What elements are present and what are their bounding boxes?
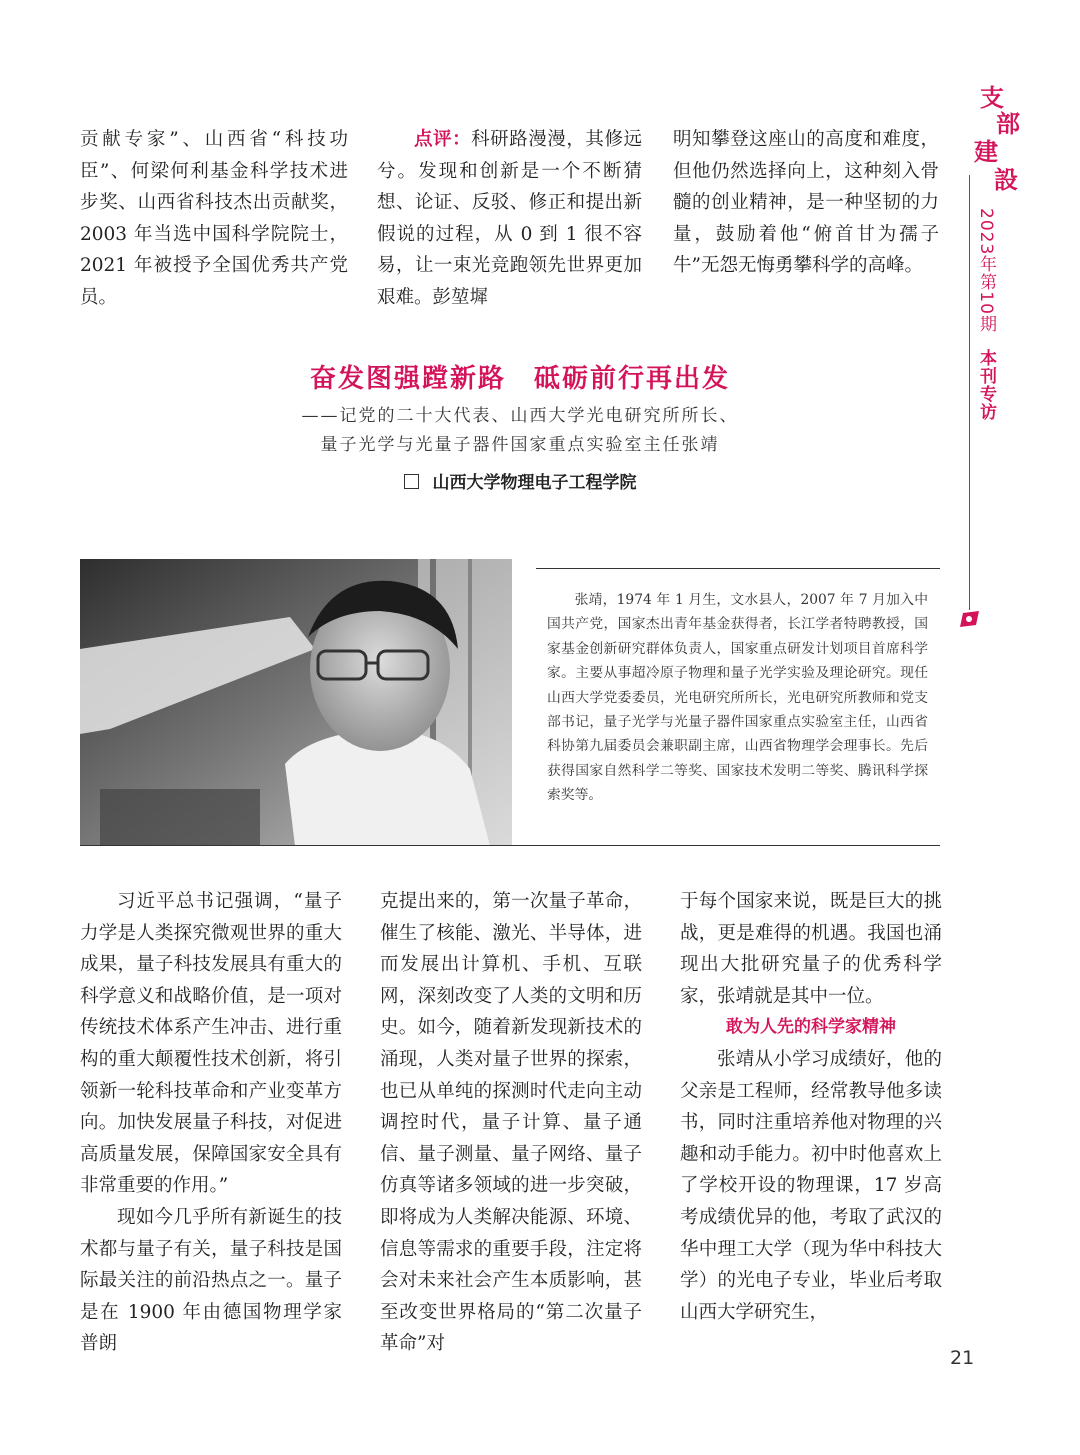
- article-title: 奋发图强蹚新路 砥砺前行再出发: [309, 364, 730, 394]
- comment-paragraph: [377, 124, 642, 314]
- body-paragraph: 张靖从小学习成绩好，他的父亲是工程师，经常教导他多读书，同时注重培养他对物理的兴趣和动手能力。初中时他喜欢上了学校开设的物理课，17 岁高考成绩优异的他，考取了武汉的华中理工大学（现为华中科技大学）的光电子专业，毕业后考取山西大学研究生，: [680, 1048, 942, 1323]
- body-column-2: [380, 886, 642, 1360]
- body-paragraph: 现如今几乎所有新诞生的技术都与量子有关，量子科技是国际最关注的前沿热点之一。量子是在 1900 年由德国物理学家普朗: [80, 1206, 342, 1355]
- issue-label: 2023年第10期: [976, 208, 996, 333]
- continuation-text-1: 贡献专家”、山西省“科技功臣”、何梁何利基金科学技术进步奖、山西省科技杰出贡献奖，2003 年当选中国科学院院士，2021 年被授予全国优秀共产党员。: [80, 129, 348, 308]
- article-subtitle-line-1: ——记党的二十大代表、山西大学光电研究所所长、: [301, 406, 739, 426]
- bio-bottom-rule: [80, 845, 940, 846]
- page-number: 21: [950, 1347, 975, 1369]
- body-paragraph: 习近平总书记强调，“量子力学是人类探究微观世界的重大成果，量子科技发展具有重大的科学意义和战略价值，是一项对传统技术体系产生冲击、进行重构的重大颠覆性技术创新，将引领新一轮科技革命和产业变革方向。加快发展量子科技，对促进高质量发展，保障国家安全具有非常重要的作用。”: [80, 891, 342, 1197]
- body-column-3: [680, 886, 942, 1328]
- article-subtitle-line-2: 量子光学与光量子器件国家重点实验室主任张靖: [320, 435, 720, 455]
- square-bullet-icon: [404, 474, 419, 489]
- portrait-photo: [80, 559, 512, 846]
- author-name: 山西大学物理电子工程学院: [432, 473, 637, 493]
- section-label: 本刊专访: [976, 348, 996, 421]
- comment-label: 点评：: [414, 129, 472, 150]
- section-marker-icon: [959, 610, 981, 632]
- comment-column: [377, 124, 642, 314]
- article-author: [0, 468, 1040, 493]
- continuation-column-1: [80, 124, 348, 314]
- body-column-1: [80, 886, 342, 1360]
- body-paragraph: 于每个国家来说，既是巨大的挑战，更是难得的机遇。我国也涌现出大批研究量子的优秀科学家，张靖就是其中一位。: [680, 891, 942, 1007]
- continuation-column-3: [673, 124, 939, 282]
- portrait-illustration: [80, 559, 512, 846]
- sidebar-rule: [969, 175, 970, 610]
- comment-text: 科研路漫漫，其修远兮。发现和创新是一个不断猜想、论证、反驳、修正和提出新假说的过程，从 0 到 1 很不容易，让一束光竞跑领先世界更加艰难。彭堃墀: [377, 129, 642, 308]
- bio-top-rule: [536, 568, 940, 569]
- sidebar-issue-info: [974, 208, 999, 421]
- bio-text: 张靖，1974 年 1 月生，文水县人，2007 年 7 月加入中国共产党，国家杰出青年基金获得者，长江学者特聘教授，国家基金创新研究群体负责人，国家重点研发计划项目首席科学家。主要从事超冷原子物理和量子光学实验及理论研究。现任山西大学党委委员，光电研究所所长，光电研究所教师和党支部书记，量子光学与光量子器件国家重点实验室主任，山西省科协第九届委员会兼职副主席，山西省物理学会理事长。先后获得国家自然科学二等奖、国家技术发明二等奖、腾讯科学探索奖等。: [547, 592, 928, 804]
- logo-text: 支部建設: [974, 83, 1020, 194]
- section-heading: 敢为人先的科学家精神: [726, 1017, 896, 1038]
- magazine-logo: [966, 78, 1028, 198]
- continuation-text-3: 明知攀登这座山的高度和难度，但他仍然选择向上，这种刻入骨髓的创业精神，是一种坚韧的力量，鼓励着他“俯首甘为孺子牛”无怨无悔勇攀科学的高峰。: [673, 129, 939, 277]
- body-paragraph: 克提出来的，第一次量子革命，催生了核能、激光、半导体，进而发展出计算机、手机、互联网，深刻改变了人类的文明和历史。如今，随着新发现新技术的涌现，人类对量子世界的探索，也已从单纯的探测时代走向主动调控时代，量子计算、量子通信、量子测量、量子网络、量子仿真等诸多领域的进一步突破，即将成为人类解决能源、环境、信息等需求的重要手段，注定将会对未来社会产生本质影响，甚至改变世界格局的“第二次量子革命”对: [380, 891, 642, 1355]
